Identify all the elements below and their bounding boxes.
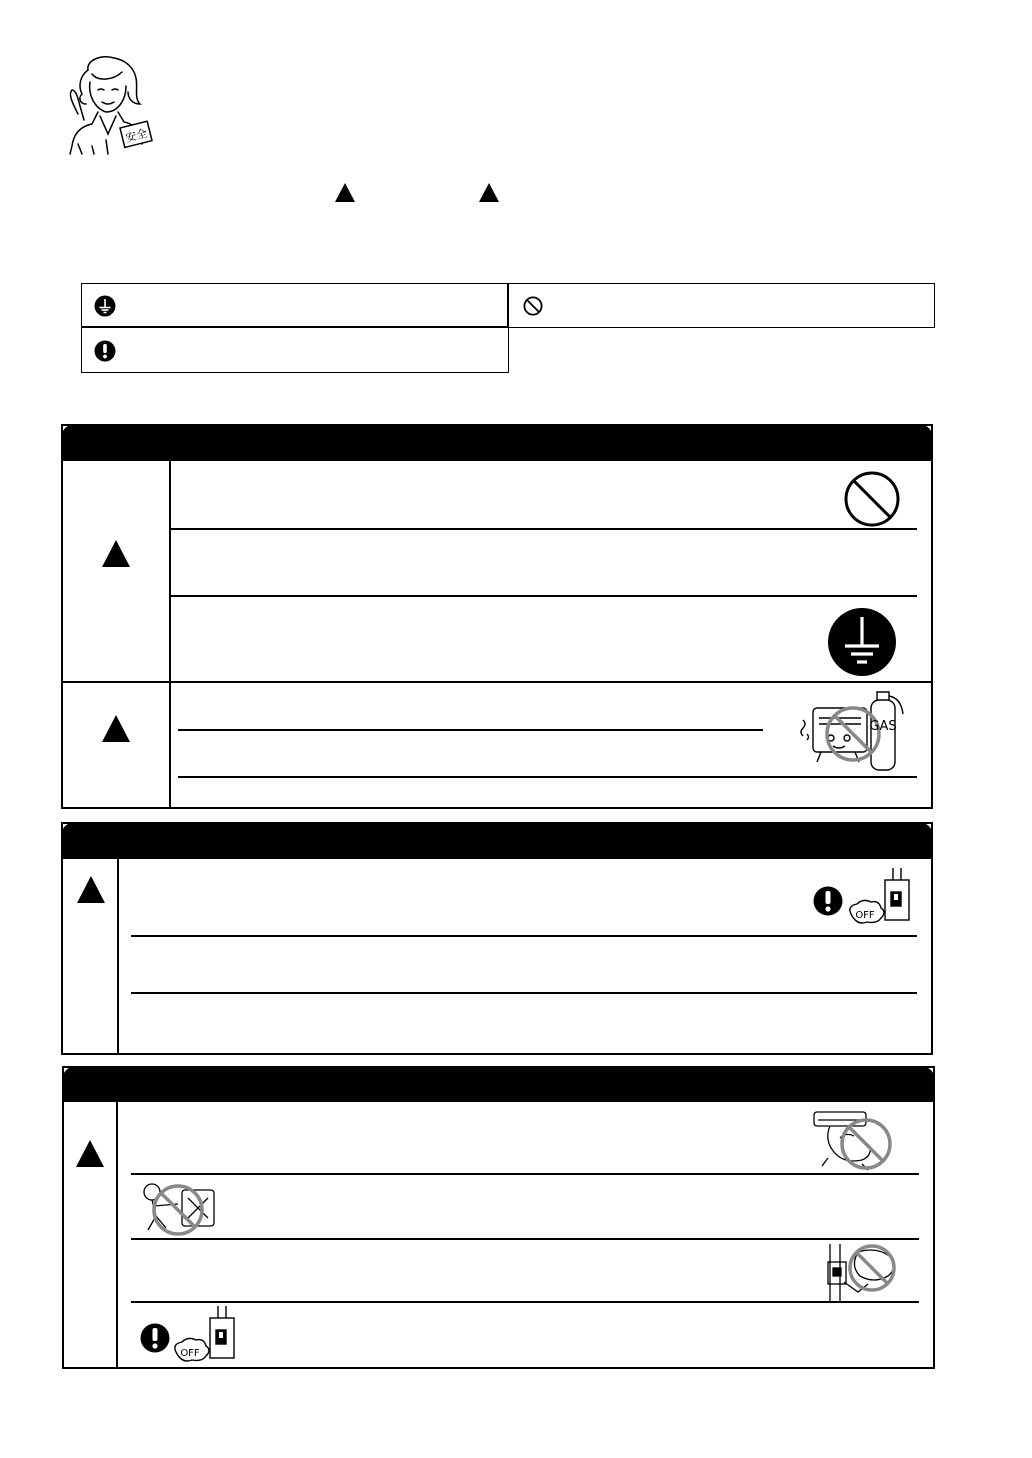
legend-cell-prohibition <box>507 283 935 328</box>
panel-header-bar <box>62 1066 935 1102</box>
caution-triangle-icon <box>479 183 499 202</box>
mandatory-action-icon <box>813 886 843 916</box>
row-divider <box>131 1301 919 1303</box>
switch-off-breaker-illustration <box>845 866 915 928</box>
warning-panel-top <box>61 424 933 809</box>
card-text: 安全 <box>124 126 149 145</box>
woman-illustration <box>58 54 154 158</box>
panel-divider <box>169 461 171 807</box>
warning-triangle-icon <box>102 715 130 742</box>
panel-header-bar <box>61 424 933 461</box>
earth-ground-icon <box>94 295 116 317</box>
warning-triangle-icon <box>76 1140 104 1167</box>
row-divider <box>131 935 917 937</box>
row-divider <box>171 528 917 530</box>
switch-off-breaker-illustration <box>170 1304 240 1366</box>
row-divider <box>171 595 917 597</box>
panel-divider <box>117 859 119 1053</box>
prohibition-icon <box>843 470 901 528</box>
off-label: OFF <box>855 910 875 921</box>
earth-ground-icon <box>827 607 897 677</box>
row-divider <box>178 729 763 731</box>
no-gas-near-unit-illustration <box>791 690 909 774</box>
row-divider <box>131 1173 919 1175</box>
prohibition-icon <box>523 296 543 316</box>
no-hanging-on-unit-illustration <box>810 1108 896 1172</box>
panel-divider <box>116 1102 118 1367</box>
off-label: OFF <box>180 1348 200 1359</box>
warning-panel-bottom <box>62 1066 935 1369</box>
row-divider <box>178 776 917 778</box>
warning-triangle-icon <box>102 540 130 567</box>
row-divider <box>131 1238 919 1240</box>
no-water-on-plug-illustration <box>824 1242 902 1304</box>
mandatory-action-icon <box>140 1323 170 1353</box>
warning-triangle-icon <box>77 876 105 903</box>
row-divider <box>131 992 917 994</box>
warning-triangle-icon <box>335 183 355 202</box>
panel-header-bar <box>61 822 933 859</box>
warning-panel-middle <box>61 822 933 1055</box>
legend-cell-earth <box>81 283 509 328</box>
gas-label: GAS <box>869 719 897 734</box>
group-divider <box>63 681 931 683</box>
mandatory-action-icon <box>94 340 116 362</box>
no-hand-into-unit-illustration <box>138 1180 222 1238</box>
legend-cell-mandatory <box>81 326 509 373</box>
